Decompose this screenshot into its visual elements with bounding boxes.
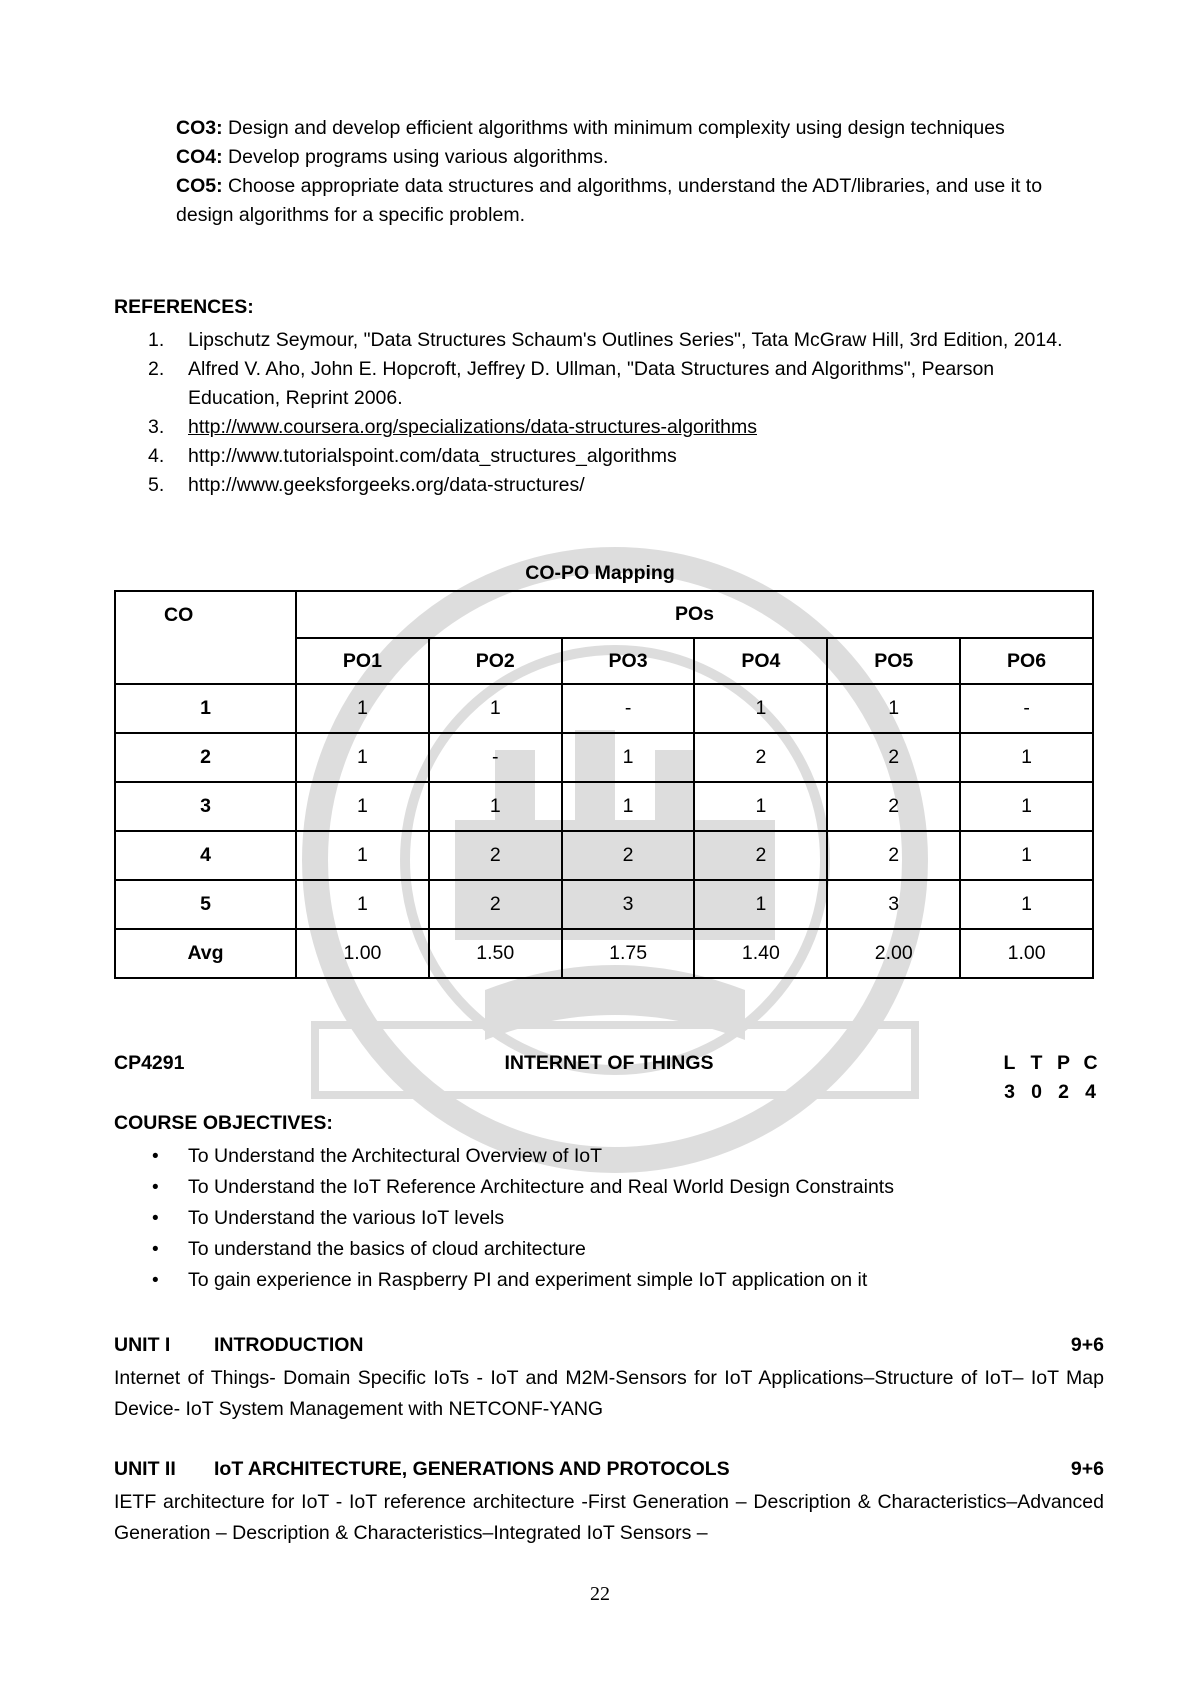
value-cell: 3 <box>562 880 695 929</box>
value-cell: 1 <box>296 782 429 831</box>
document-page: CO3: Design and develop efficient algorithms with minimum complexity using design techniques CO4: Develop programs using various algorithms. CO5: Choose appropriate data structures and algorithms, understand the ADT/libraries, and use it to design algorithms for a specific problem. REFERENCES: 1. Lipschutz Seymour, "Data Structures Schaum's Outlines Series", Tata McGraw Hill, 3rd Edition, 2014. 2. Alfred V. Aho, John E. Hopcroft, Jeffrey D. Ullman, "Data Structures and Algorithms", Pearson Education, Reprint 2006. 3. http://www.coursera.org/specializations/data-structures-algorithms 4. http://www.tutorialspoint.com/data_structures_algorithms 5. http://www.geeksforgeeks.org/data-structures/ CO-PO Mapping CO POs PO1 PO2 PO3 PO4 PO5 PO6 1 1 1 - 1 1 - 2 1 - 1 2 2 1 3 1 1 1 1 2 1 4 1 2 2 2 2 1 5 1 2 3 1 3 1 Avg 1.00 1.50 1.75 1.40 2.00 1.00 CP4291 INTERNET OF THINGS L T P C 3 0 2 4 COURSE OBJECTIVES: • To Understand the Architectural Overview of IoT • To Understand the IoT Reference Architecture and Real World Design Constraints • To Understand the various IoT levels • To understand the basics of cloud architecture • To gain experience in Raspberry PI and experiment simple IoT application on it UNIT I INTRODUCTION 9+6 Internet of Things- Domain Specific IoTs - IoT and M2M-Sensors for IoT Applications–Structure of IoT– IoT Map Device- IoT System Management with NETCONF-YANG UNIT II IoT ARCHITECTURE, GENERATIONS AND PROTOCOLS 9+6 IETF architecture for IoT - IoT reference architecture -First Generation – Description & Characteristics–Advanced Generation – Description & Characteristics–Integrated IoT Sensors – 22 <box>0 0 1200 1696</box>
reference-link-tutorialspoint: http://www.tutorialspoint.com/data_structures_algorithms <box>188 445 677 467</box>
value-cell: 1 <box>694 880 827 929</box>
ltpc-credits <box>996 1052 1104 1104</box>
course-title: INTERNET OF THINGS <box>504 1052 714 1074</box>
co-cell: 3 <box>115 782 296 831</box>
po-column-header: PO1 <box>296 638 429 684</box>
co-cell: 2 <box>115 733 296 782</box>
list-item: • To Understand the Architectural Overview of IoT <box>148 1141 1098 1172</box>
co-cell: 4 <box>115 831 296 880</box>
list-item: • To understand the basics of cloud architecture <box>148 1234 1098 1265</box>
co-po-mapping-table <box>114 590 1094 979</box>
po-column-header: PO5 <box>827 638 960 684</box>
value-cell: 1 <box>960 880 1093 929</box>
value-cell: 1 <box>429 684 562 733</box>
value-cell: - <box>562 684 695 733</box>
value-cell: 2 <box>694 733 827 782</box>
unit-2-body: IETF architecture for IoT - IoT reference architecture -First Generation – Description & Characteristics–Advanced Generation – Description & Characteristics–Integrated IoT Sensors – <box>114 1491 1104 1544</box>
value-cell: 1.50 <box>429 929 562 978</box>
table-row <box>115 831 1093 880</box>
list-item: • To gain experience in Raspberry PI and experiment simple IoT application on it <box>148 1265 1098 1296</box>
table-row-average <box>115 929 1093 978</box>
pos-header: POs <box>296 591 1093 638</box>
value-cell: - <box>429 733 562 782</box>
co-cell: 1 <box>115 684 296 733</box>
co-cell: Avg <box>115 929 296 978</box>
value-cell: 2.00 <box>827 929 960 978</box>
page-number: 22 <box>590 1583 610 1605</box>
value-cell: 1 <box>694 684 827 733</box>
ltpc-values: 3 0 2 4 <box>1004 1081 1096 1103</box>
value-cell: 1 <box>960 782 1093 831</box>
co-cell: 5 <box>115 880 296 929</box>
value-cell: 1 <box>960 831 1093 880</box>
ltpc-labels: L T P C <box>1003 1052 1098 1074</box>
reference-item: 1. Lipschutz Seymour, "Data Structures Schaum's Outlines Series", Tata McGraw Hill, 3rd Edition, 2014. <box>148 329 1063 351</box>
value-cell: 1 <box>296 733 429 782</box>
value-cell: 2 <box>827 733 960 782</box>
value-cell: 1 <box>694 782 827 831</box>
value-cell: 2 <box>827 782 960 831</box>
value-cell: 1 <box>562 782 695 831</box>
table-row <box>115 880 1093 929</box>
course-outcomes <box>176 114 1076 230</box>
value-cell: 1 <box>429 782 562 831</box>
outcome-co5: CO5: Choose appropriate data structures and algorithms, understand the ADT/libraries, and use it to design algorithms for a specific problem. <box>176 175 1043 226</box>
po-column-header: PO3 <box>562 638 695 684</box>
objectives-list <box>148 1141 1098 1296</box>
value-cell: 1 <box>296 831 429 880</box>
reference-item: 4. http://www.tutorialspoint.com/data_structures_algorithms <box>148 445 677 467</box>
outcome-co4: CO4: Develop programs using various algorithms. <box>176 146 609 168</box>
table-row <box>115 684 1093 733</box>
reference-item: 5. http://www.geeksforgeeks.org/data-structures/ <box>148 474 585 496</box>
value-cell: 1 <box>296 684 429 733</box>
reference-link-coursera[interactable]: http://www.coursera.org/specializations/data-structures-algorithms <box>188 416 757 438</box>
value-cell: 1.75 <box>562 929 695 978</box>
value-cell: 2 <box>562 831 695 880</box>
mapping-table-title: CO-PO Mapping <box>525 562 675 584</box>
value-cell: 1 <box>960 733 1093 782</box>
table-row <box>115 733 1093 782</box>
outcome-co3: CO3: Design and develop efficient algorithms with minimum complexity using design techniques <box>176 117 1005 139</box>
reference-link-geeksforgeeks: http://www.geeksforgeeks.org/data-structures/ <box>188 474 585 496</box>
value-cell: - <box>960 684 1093 733</box>
co-header: CO <box>115 591 296 684</box>
value-cell: 1.00 <box>960 929 1093 978</box>
value-cell: 1.00 <box>296 929 429 978</box>
po-column-header: PO6 <box>960 638 1093 684</box>
references-heading: REFERENCES: <box>114 296 254 318</box>
unit-1-body: Internet of Things- Domain Specific IoTs - IoT and M2M-Sensors for IoT Applications–Structure of IoT– IoT Map Device- IoT System Management with NETCONF-YANG <box>114 1367 1104 1420</box>
list-item: • To Understand the various IoT levels <box>148 1203 1098 1234</box>
value-cell: 2 <box>827 831 960 880</box>
po-column-header: PO4 <box>694 638 827 684</box>
list-item: • To Understand the IoT Reference Architecture and Real World Design Constraints <box>148 1172 1098 1203</box>
value-cell: 1.40 <box>694 929 827 978</box>
value-cell: 1 <box>296 880 429 929</box>
course-code: CP4291 <box>114 1052 185 1074</box>
reference-item: 2. Alfred V. Aho, John E. Hopcroft, Jeffrey D. Ullman, "Data Structures and Algorithms", Pearson Education, Reprint 2006. <box>148 358 995 409</box>
reference-item: 3. http://www.coursera.org/specializations/data-structures-algorithms <box>148 416 757 438</box>
po-column-header: PO2 <box>429 638 562 684</box>
references-list <box>148 326 1068 500</box>
value-cell: 2 <box>694 831 827 880</box>
value-cell: 2 <box>429 831 562 880</box>
value-cell: 3 <box>827 880 960 929</box>
value-cell: 1 <box>562 733 695 782</box>
objectives-heading: COURSE OBJECTIVES: <box>114 1112 333 1134</box>
value-cell: 2 <box>429 880 562 929</box>
value-cell: 1 <box>827 684 960 733</box>
table-row <box>115 782 1093 831</box>
